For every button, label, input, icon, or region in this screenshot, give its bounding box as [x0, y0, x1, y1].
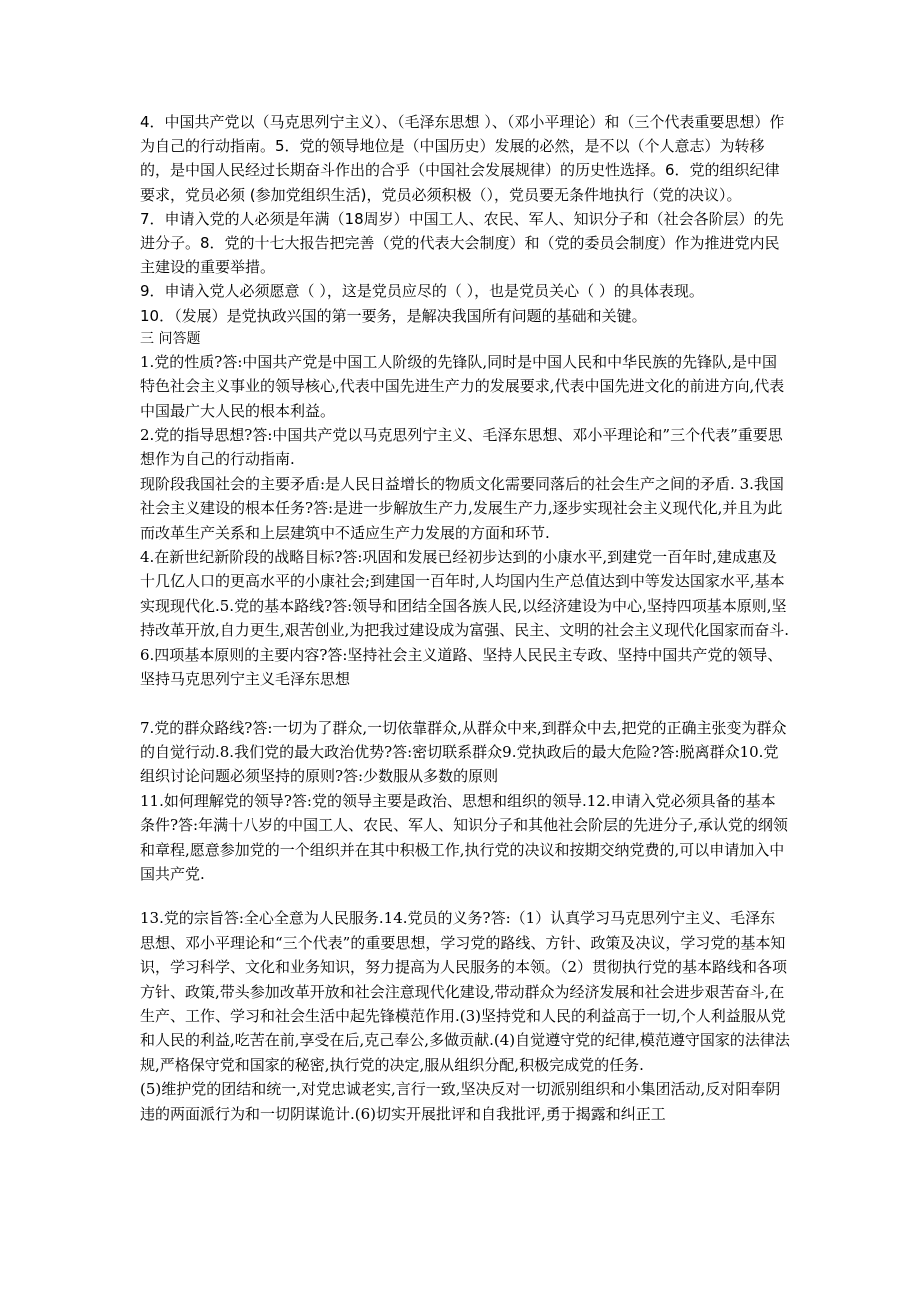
qa-item-7-10: 7.党的群众路线?答:一切为了群众,一切依靠群众,从群众中来,到群众中去,把党的正确主张变为群众的自觉行动.8.我们党的最大政治优势?答:密切联系群众9.党执政后的最大危险?答:脱离群众10.党组织讨论问题必须坚持的原则?答:少数服从多数的原则	[140, 718, 787, 786]
qa-item-1: 1.党的性质?答:中国共产党是中国工人阶级的先锋队,同时是中国人民和中华民族的先锋队,是中国特色社会主义事业的领导核心,代表中国先进生产力的发展要求,代表中国先进文化的前进方向,代表中国最广大人民的根本利益。	[140, 352, 785, 420]
qa-item-3: 现阶段我国社会的主要矛盾:是人民日益增长的物质文化需要同落后的社会生产之间的矛盾. 3.我国社会主义建设的根本任务?答:是进一步解放生产力,发展生产力,逐步实现社会主义现代化,并且为此而改革生产关系和上层建筑中不适应生产力发展的方面和环节.	[140, 474, 784, 542]
fill-in-paragraph-10: 10．（发展）是党执政兴国的第一要务，是解决我国所有问题的基础和关键。	[140, 306, 647, 325]
qa-item-13-14: 13.党的宗旨答:全心全意为人民服务.14.党员的义务?答:（1）认真学习马克思列宁主义、毛泽东思想、邓小平理论和“三个代表”的重要思想，学习党的路线、方针、政策及决议，学习党的基本知识，学习科学、文化和业务知识，努力提高为人民服务的本领。（2）贯彻执行党的基本路线和各项方针、政策,带头参加改革开放和社会注意现代化建设,带动群众为经济发展和社会进步艰苦奋斗,在生产、工作、学习和社会生活中起先锋模范作用.(3)坚持党和人民的利益高于一切,个人利益服从党和人民的利益,吃苦在前,享受在后,克己奉公,多做贡献.(4)自觉遵守党的纪律,模范遵守国家的法律法规,严格保守党和国家的秘密,执行党的决定,服从组织分配,积极完成党的任务.	[140, 909, 790, 1074]
qa-item-2: 2.党的指导思想?答:中国共产党以马克思列宁主义、毛泽东思想、邓小平理论和”三个代表”重要思想作为自己的行动指南.	[140, 426, 783, 469]
fill-in-paragraph-7-8: 7．申请入党的人必须是年满（18周岁）中国工人、农民、军人、知识分子和（社会各阶层）的先进分子。8．党的十七大报告把完善（党的代表大会制度）和（党的委员会制度）作为推进党内民主建设的重要举措。	[140, 209, 784, 277]
paragraph-gap	[140, 692, 790, 716]
fill-in-paragraph-9: 9．申请入党人必须愿意（ ），这是党员应尽的（ ），也是党员关心（ ）的具体表现。	[140, 282, 704, 301]
paragraph-gap	[140, 886, 790, 906]
qa-item-4-6: 4.在新世纪新阶段的战略目标?答:巩固和发展已经初步达到的小康水平,到建党一百年时,建成惠及十几亿人口的更高水平的小康社会;到建国一百年时,人均国内生产总值达到中等发达国家水平,基本实现现代化.5.党的基本路线?答:领导和团结全国各族人民,以经济建设为中心,坚持四项基本原则,坚持改革开放,自力更生,艰苦创业,为把我过建设成为富强、民主、文明的社会主义现代化国家而奋斗.6.四项基本原则的主要内容?答:坚持社会主义道路、坚持人民民主专政、坚持中国共产党的领导、坚持马克思列宁主义毛泽东思想	[140, 548, 790, 689]
fill-in-paragraph-4-6: 4．中国共产党以（马克思列宁主义）、（毛泽东思想 ）、（邓小平理论）和（三个代表重要思想）作为自己的行动指南。5．党的领导地位是（中国历史）发展的必然，是不以（个人意志）为转移的，是中国人民经过长期奋斗作出的合乎（中国社会发展规律）的历史性选择。6．党的组织纪律要求，党员必须 (参加党组织生活)，党员必须积极（），党员要无条件地执行（党的决议）。	[140, 113, 785, 204]
qa-item-14-continued: (5)维护党的团结和统一,对党忠诚老实,言行一致,坚决反对一切派别组织和小集团活动,反对阳奉阴违的两面派行为和一切阴谋诡计.(6)切实开展批评和自我批评,勇于揭露和纠正工	[140, 1080, 781, 1123]
section-heading: 三 问答题	[140, 330, 201, 347]
qa-item-11-12: 11.如何理解党的领导?答:党的领导主要是政治、思想和组织的领导.12.申请入党必须具备的基本条件?答:年满十八岁的中国工人、农民、军人、知识分子和其他社会阶层的先进分子,承认党的纲领和章程,愿意参加党的一个组织并在其中积极工作,执行党的决议和按期交纳党费的,可以申请加入中国共产党.	[140, 791, 788, 883]
